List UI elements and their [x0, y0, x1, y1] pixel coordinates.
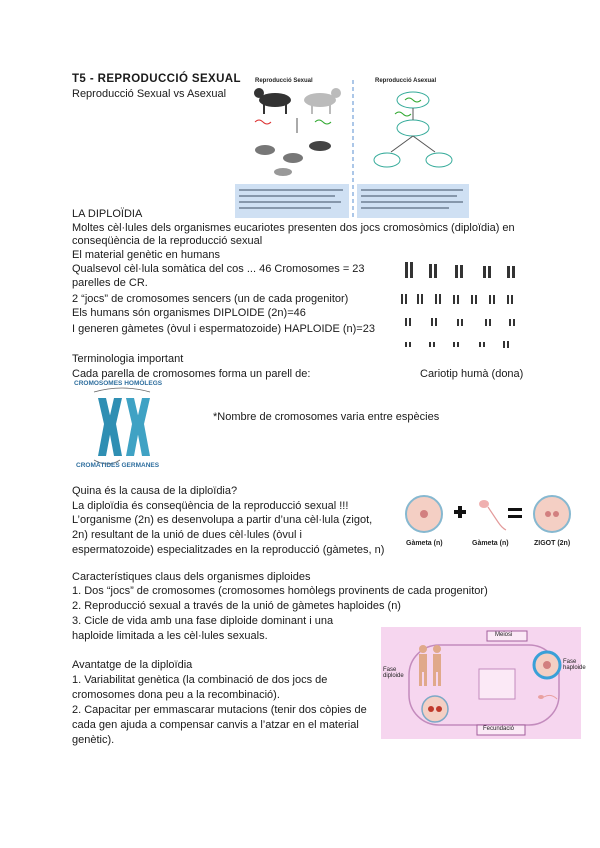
diploidia-line: Qualsevol cèl·lula somàtica del cos ... 46 Cromosomes = 23: [72, 263, 365, 275]
page-title: T5 - REPRODUCCIÓ SEXUAL: [72, 73, 241, 85]
karyotype-caption: Cariotip humà (dona): [420, 368, 524, 380]
causa-line: La diploïdia és conseqüència de la reproducció sexual !!!: [72, 500, 349, 512]
fertilization-figure: [402, 490, 580, 552]
diploidia-line: Moltes cèl·lules dels organismes eucariotes presenten dos jocs cromosòmics (diploïdia) en: [72, 222, 515, 234]
diploidia-line: 2 “jocs” de cromosomes sencers (un de cada progenitor): [72, 293, 349, 305]
gamete-label: Gàmeta (n): [472, 540, 509, 547]
homologous-label: CROMOSOMES HOMÒLEGS: [74, 380, 163, 387]
caracteristiques-line: 1. Dos “jocs” de cromosomes (cromosomes homòlegs provinents de cada progenitor): [72, 585, 488, 597]
diploidia-line: conseqüència de la reproducció sexual: [72, 235, 263, 247]
homologous-chromosomes-figure: [72, 380, 172, 476]
fase-haploide-label: Fase haploide: [563, 659, 586, 671]
life-cycle-diagram: [381, 627, 586, 739]
caracteristiques-line: 3. Cicle de vida amb una fase diploide dominant i una: [72, 615, 334, 627]
karyotype-image: [395, 256, 525, 356]
life-cycle-illustration: [381, 627, 586, 739]
sister-chromatids-label: CROMÀTIDES GERMANES: [76, 462, 160, 469]
avantatge-line: 2. Capacitar per emmascarar mutacions (tenir dos còpies de: [72, 704, 367, 716]
avantatge-line: 1. Variabilitat genètica (la combinació de dos jocs de: [72, 674, 328, 686]
diploidia-line: parelles de CR.: [72, 277, 148, 289]
sexual-vs-asexual-figure: [235, 78, 469, 218]
caracteristiques-line: haploide limitada a les cèl·lules sexuals.: [72, 630, 268, 642]
causa-line: L’organisme (2n) es desenvolupa a partir d’una cèl·lula (zigot,: [72, 514, 373, 526]
page-subtitle: Reproducció Sexual vs Asexual: [72, 88, 227, 100]
meiosi-label: Meiosi: [495, 632, 513, 638]
caracteristiques-line: Característiques claus dels organismes diploides: [72, 571, 311, 583]
karyotype-illustration: [395, 256, 525, 356]
reproduction-illustration: [235, 78, 469, 218]
diploidia-line: Els humans són organismes DIPLOIDE (2n)=46: [72, 307, 306, 319]
causa-line: espermatozoide) especialitzades en la reproducció (gàmetes, n): [72, 544, 385, 556]
gamete-label: Gàmeta (n): [406, 540, 443, 547]
avantatge-line: genètic).: [72, 734, 115, 746]
diploidia-heading: LA DIPLOÏDIA: [72, 208, 143, 220]
asexual-figure-title: Reproducció Asexual: [375, 78, 437, 84]
causa-line: 2n) resultant de la unió de dues cèl·lules (òvul i: [72, 529, 302, 541]
diploidia-line: El material genètic en humans: [72, 249, 220, 261]
sexual-figure-title: Reproducció Sexual: [255, 78, 313, 84]
diploidia-line: I generen gàmetes (òvul i espermatozoide) HAPLOIDE (n)=23: [72, 323, 375, 335]
caracteristiques-line: 2. Reproducció sexual a través de la unió de gàmetes haploides (n): [72, 600, 401, 612]
causa-line: Quina és la causa de la diploïdia?: [72, 485, 238, 497]
fase-diploide-label: Fase diploide: [383, 667, 404, 679]
terminologia-heading: Terminologia important: [72, 353, 184, 365]
avantatge-line: cromosomes dona peu a la recombinació).: [72, 689, 280, 701]
avantatge-line: cada gen ajuda a compensar canvis a l’atzar en el material: [72, 719, 359, 731]
fertilization-illustration: [402, 490, 580, 540]
zygote-label: ZIGOT (2n): [534, 540, 571, 547]
fecundacio-label: Fecundació: [483, 726, 515, 732]
species-note: *Nombre de cromosomes varia entre espècies: [213, 411, 440, 423]
avantatge-line: Avantatge de la diploïdia: [72, 659, 193, 671]
terminologia-line: Cada parella de cromosomes forma un parell de:: [72, 368, 311, 380]
